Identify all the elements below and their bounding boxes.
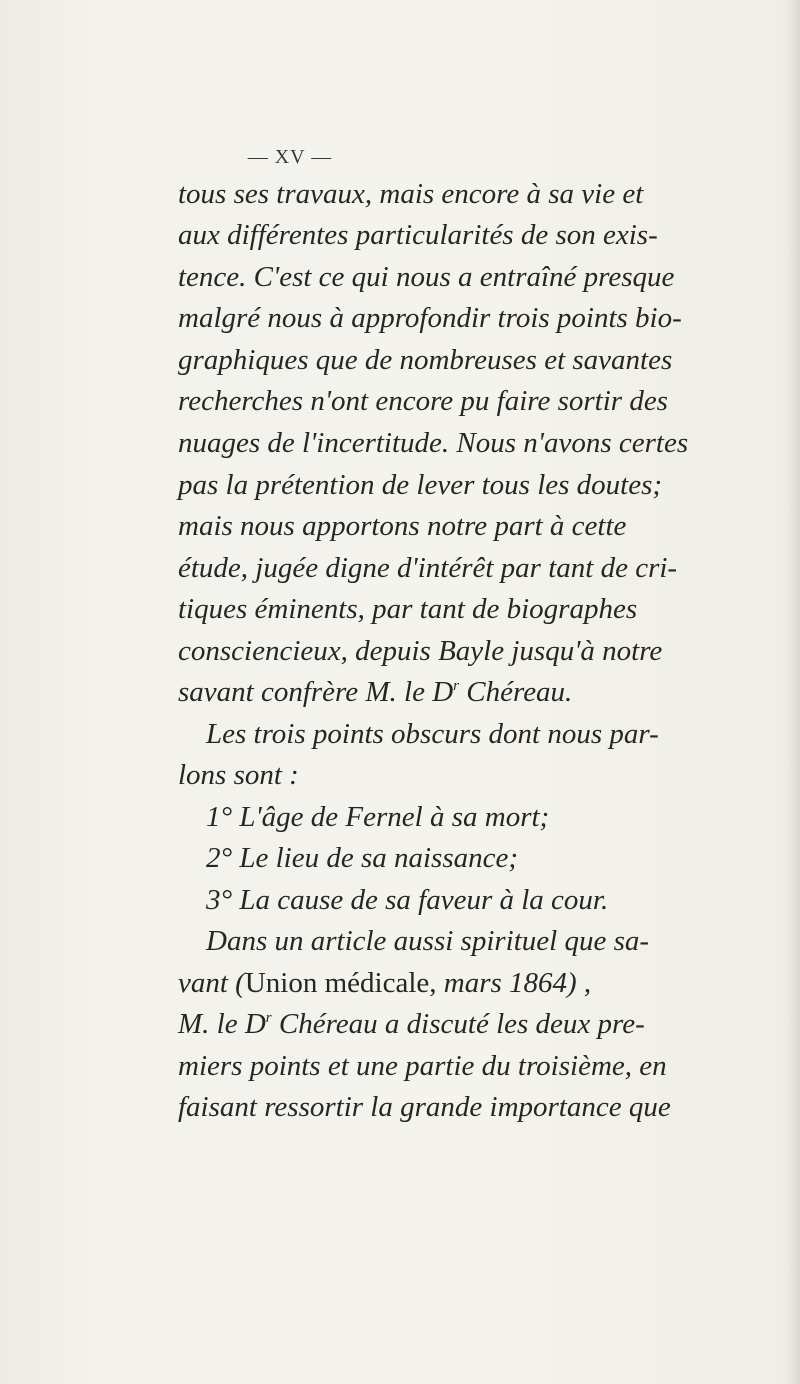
text-line-19: Dans un article aussi spirituel que sa- (206, 925, 650, 957)
page-edge-shadow (786, 0, 800, 1384)
text-line-21-end: Chéreau a discuté les deux pre- (271, 1008, 645, 1040)
text-line-12: consciencieux, depuis Bayle jusqu'à notre (178, 635, 663, 667)
text-line-18: 3° La cause de sa faveur à la cour. (206, 884, 609, 916)
text-line-2: aux différentes particularités de son exis- (178, 219, 658, 251)
text-line-21-start: M. le D (178, 1008, 266, 1040)
page-number-header: — XV — (247, 146, 333, 168)
journal-title: Union médicale, (244, 967, 437, 999)
doctor-superscript: r (453, 678, 460, 694)
text-line-15: lons sont : (178, 759, 299, 791)
text-line-9: mais nous apportons notre part à cette (178, 510, 627, 542)
text-line-16: 1° L'âge de Fernel à sa mort; (206, 801, 550, 833)
text-line-5: graphiques que de nombreuses et savantes (178, 344, 673, 376)
text-line-14: Les trois points obscurs dont nous par- (206, 718, 659, 750)
text-line-20-end: mars 1864) , (436, 967, 592, 999)
text-line-23: faisant ressortir la grande importance que (178, 1091, 671, 1123)
text-line-22: miers points et une partie du troisième, en (178, 1050, 667, 1082)
text-line-4: malgré nous à approfondir trois points bio- (178, 302, 682, 334)
doctor-superscript-2: r (265, 1010, 272, 1026)
text-line-13-start: savant confrère M. le D (178, 676, 454, 708)
text-line-6: recherches n'ont encore pu faire sortir des (178, 385, 668, 417)
text-line-11: tiques éminents, par tant de biographes (178, 593, 638, 625)
text-line-3: tence. C'est ce qui nous a entraîné presque (178, 261, 675, 293)
text-line-13 (178, 674, 572, 710)
text-line-20-start: vant ( (178, 967, 245, 999)
text-line-17: 2° Le lieu de sa naissance; (206, 842, 519, 874)
text-line-10: étude, jugée digne d'intérêt par tant de cri- (178, 552, 678, 584)
text-line-20 (178, 965, 591, 1001)
text-line-7: nuages de l'incertitude. Nous n'avons certes (178, 427, 689, 459)
text-line-8: pas la prétention de lever tous les doutes; (178, 469, 663, 501)
text-line-21 (178, 1006, 645, 1042)
text-line-13-end: Chéreau. (459, 676, 573, 708)
text-line-1: tous ses travaux, mais encore à sa vie et (178, 178, 644, 210)
